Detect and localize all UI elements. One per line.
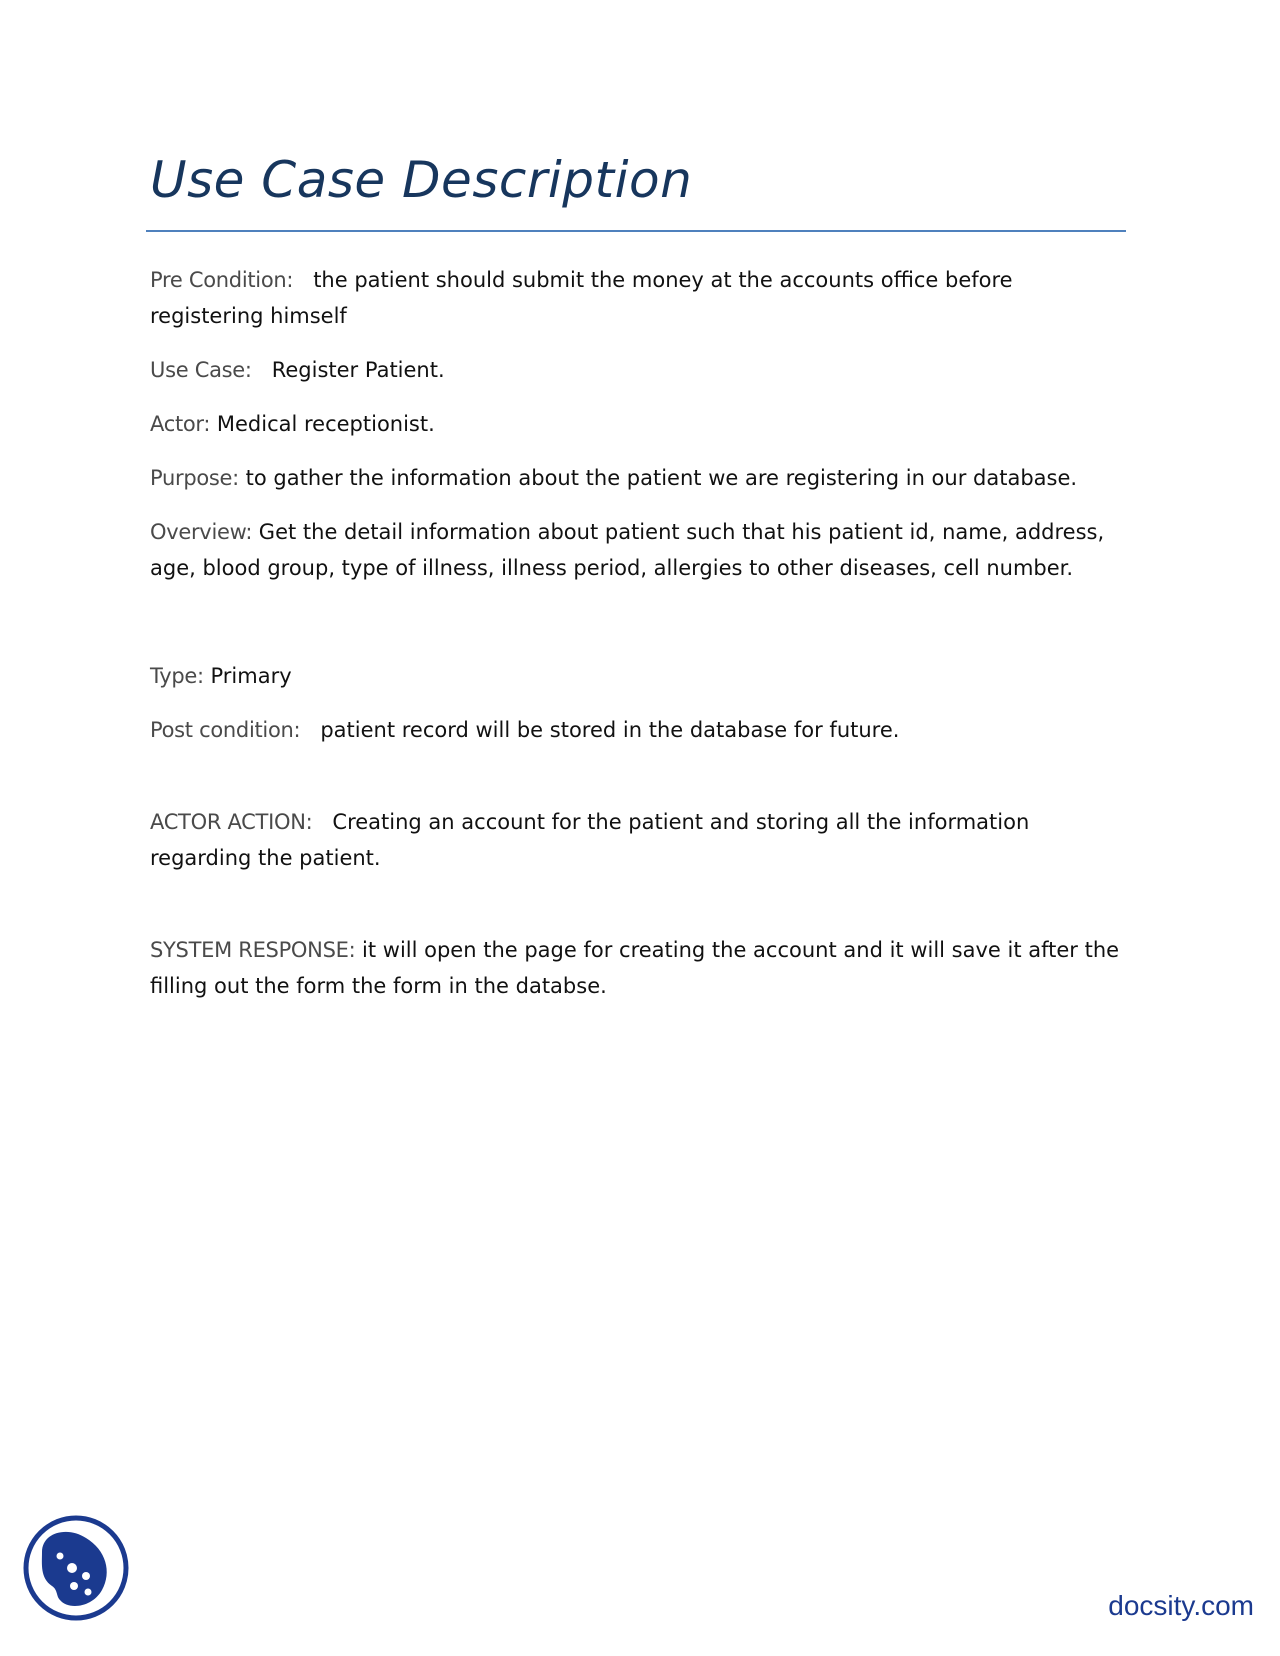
- post-condition-field: [150, 712, 1130, 748]
- type-field: [150, 658, 1130, 694]
- overview-field: [150, 514, 1130, 586]
- system-response-field: [150, 932, 1130, 1004]
- actor-action-value: Creating an account for the patient and storing all the information regarding the patient.: [150, 810, 1030, 870]
- actor-action-label: ACTOR ACTION:: [150, 810, 313, 834]
- post-condition-label: Post condition:: [150, 718, 301, 742]
- pre-condition-field: [150, 262, 1130, 334]
- type-label: Type:: [150, 664, 204, 688]
- overview-label: Overview:: [150, 520, 253, 544]
- purpose-value: to gather the information about the patient we are registering in our database.: [245, 466, 1078, 490]
- title-divider: [146, 230, 1126, 232]
- use-case-field: [150, 352, 1130, 388]
- purpose-label: Purpose:: [150, 466, 239, 490]
- pre-condition-label: Pre Condition:: [150, 268, 294, 292]
- overview-value: Get the detail information about patient such that his patient id, name, address, age, blood group, type of illness, illness period, allergies to other diseases, cell number.: [150, 520, 1105, 580]
- purpose-field: [150, 460, 1130, 496]
- actor-label: Actor:: [150, 412, 211, 436]
- use-case-value: Register Patient.: [271, 358, 445, 382]
- actor-action-field: [150, 804, 1130, 876]
- use-case-label: Use Case:: [150, 358, 252, 382]
- docsity-logo-icon: [20, 1512, 132, 1624]
- system-response-value: it will open the page for creating the account and it will save it after the filling out the form the form in the databse.: [150, 938, 1120, 998]
- docsity-watermark: docsity.com: [1108, 1590, 1254, 1621]
- post-condition-value: patient record will be stored in the database for future.: [320, 718, 900, 742]
- actor-value: Medical receptionist.: [216, 412, 435, 436]
- use-case-body: [150, 262, 1130, 1022]
- pre-condition-value: the patient should submit the money at the accounts office before registering himself: [150, 268, 1013, 328]
- actor-field: [150, 406, 1130, 442]
- page-title: Use Case Description: [150, 151, 693, 209]
- type-value: Primary: [210, 664, 292, 688]
- system-response-label: SYSTEM RESPONSE:: [150, 938, 356, 962]
